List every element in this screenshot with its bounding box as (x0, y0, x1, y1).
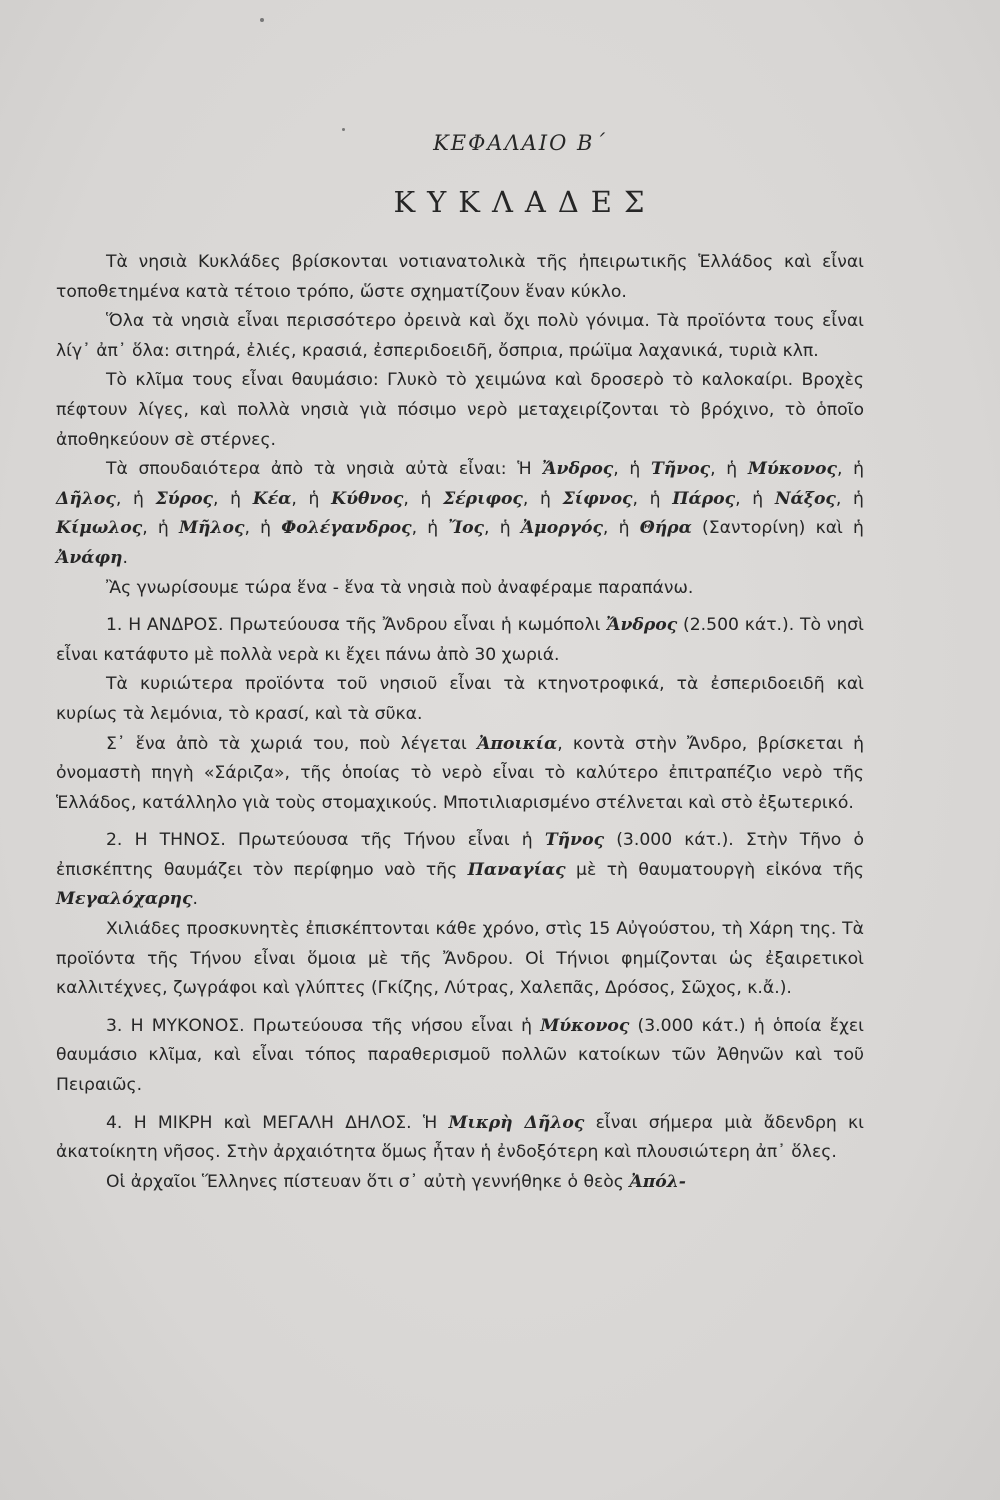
paragraph: Τὰ νησιὰ Κυκλάδες βρίσκονται νοτιανατολικὰ τῆς ἠπειρωτικῆς Ἑλλάδος καὶ εἶναι τοποθετημένα κατὰ τέτοιο τρόπο, ὥστε σχηματίζουν ἕναν κύκλο. (56, 252, 864, 302)
emphasized-name: Μεγαλόχαρης (56, 889, 193, 910)
page-title: ΚΥΚΛΑΔΕΣ (393, 185, 657, 219)
body-text (56, 248, 864, 1197)
emphasized-name: Σύρος (155, 488, 213, 509)
paragraph: Ὅλα τὰ νησιὰ εἶναι περισσότερο ὀρεινὰ καὶ ὄχι πολὺ γόνιμα. Τὰ προϊόντα τους εἶναι λίγ᾽ ἀπ᾽ ὅλα: σιτηρά, ἐλιές, κρασιά, ἐσπεριδοειδῆ, ὄσπρια, πρώϊμα λαχανικά, τυριὰ κλπ. (56, 311, 864, 361)
emphasized-name: Φολέγανδρος (281, 518, 412, 539)
emphasized-name: Μύκονος (540, 1015, 630, 1036)
emphasized-name: Σέριφος (443, 488, 523, 509)
emphasized-name: Ἀπόλ- (629, 1171, 686, 1192)
emphasized-name: Μύκονος (747, 459, 837, 480)
paragraph: 1. Η ΑΝΔΡΟΣ. Πρωτεύουσα τῆς Ἄνδρου εἶναι ἡ κωμόπολι Ἄνδρος (2.500 κάτ.). Τὸ νησὶ εἶναι κατάφυτο μὲ πολλὰ νερὰ κι ἔχει πάνω ἀπὸ 30 χωριά. (56, 615, 864, 665)
emphasized-name: Σίφνος (562, 488, 633, 509)
emphasized-name: Θήρα (639, 518, 692, 539)
emphasized-name: Μικρὴ Δῆλος (448, 1112, 585, 1133)
paragraph: Τὰ κυριώτερα προϊόντα τοῦ νησιοῦ εἶναι τὰ κτηνοτροφικά, τὰ ἐσπεριδοειδῆ καὶ κυρίως τὰ λεμόνια, τὸ κρασί, καὶ τὰ σῦκα. (56, 674, 864, 724)
emphasized-name: Μῆλος (178, 518, 245, 539)
emphasized-name: Ἴος (448, 518, 485, 539)
paragraph: Χιλιάδες προσκυνητὲς ἐπισκέπτονται κάθε χρόνο, στὶς 15 Αὐγούστου, τὴ Χάρη της. Τὰ προϊόντα τῆς Τήνου εἶναι ὅμοια μὲ τῆς Ἄνδρου. Οἱ Τήνιοι φημίζονται ὡς ἐξαιρετικοὶ καλλιτέχνες, ζωγράφοι καὶ γλύπτες (Γκίζης, Λύτρας, Χαλεπᾶς, Δρόσος, Σῶχος, κ.ἄ.). (56, 919, 864, 999)
emphasized-name: Τῆνος (650, 459, 711, 480)
emphasized-name: Δῆλος (56, 488, 116, 509)
emphasized-name: Ἀνάφη (56, 547, 123, 568)
emphasized-name: Τῆνος (544, 830, 605, 851)
speck (260, 18, 264, 22)
emphasized-name: Κύθνος (331, 488, 404, 509)
emphasized-name: Ἄνδρος (606, 615, 678, 636)
emphasized-name: Πάρος (672, 488, 736, 509)
paragraph: Τὸ κλῖμα τους εἶναι θαυμάσιο: Γλυκὸ τὸ χειμώνα καὶ δροσερὸ τὸ καλοκαίρι. Βροχὲς πέφτουν λίγες, καὶ πολλὰ νησιὰ γιὰ πόσιμο νερὸ μεταχειρίζονται τὸ βρόχινο, τὸ ὁποῖο ἀποθηκεύουν σὲ στέρνες. (56, 370, 864, 450)
emphasized-name: Κίμωλος (56, 518, 143, 539)
emphasized-name: Ἀμοργός (520, 518, 603, 539)
paragraph: Οἱ ἀρχαῖοι Ἕλληνες πίστευαν ὅτι σ᾽ αὐτὴ γεννήθηκε ὁ θεὸς Ἀπόλ- (106, 1171, 686, 1192)
paragraph: Σ᾽ ἕνα ἀπὸ τὰ χωριά του, ποὺ λέγεται Ἀποικία, κοντὰ στὴν Ἄνδρο, βρίσκεται ἡ ὀνομαστὴ πηγὴ «Σάριζα», τῆς ὁποίας τὸ νερὸ εἶναι τὸ καλύτερο ἐπιτραπέζιο νερὸ τῆς Ἑλλάδος, κατάλληλο γιὰ τοὺς στομαχικούς. Μποτιλιαρισμένο στέλνεται καὶ στὸ ἐξωτερικό. (56, 733, 864, 813)
emphasized-name: Κέα (252, 488, 292, 509)
emphasized-name: Νάξος (774, 488, 836, 509)
paragraph: 3. Η ΜΥΚΟΝΟΣ. Πρωτεύουσα τῆς νήσου εἶναι ἡ Μύκονος (3.000 κάτ.) ἡ ὁποία ἔχει θαυμάσιο κλῖμα, καὶ εἶναι τόπος παραθερισμοῦ πολλῶν κατοίκων τῶν Ἀθηνῶν καὶ τοῦ Πειραιῶς. (56, 1015, 864, 1096)
paragraph: 4. Η ΜΙΚΡΗ καὶ ΜΕΓΑΛΗ ΔΗΛΟΣ. Ἡ Μικρὴ Δῆλος εἶναι σήμερα μιὰ ἄδενδρη κι ἀκατοίκητη νῆσος. Στὴν ἀρχαιότητα ὅμως ἦταν ἡ ἐνδοξότερη καὶ πλουσιώτερη ἀπ᾽ ὅλες. (56, 1112, 864, 1163)
emphasized-name: Ἀποικία (477, 733, 558, 754)
paragraph: Ἂς γνωρίσουμε τώρα ἕνα - ἕνα τὰ νησιὰ ποὺ ἀναφέραμε παραπάνω. (106, 577, 694, 598)
paragraph: 2. Η ΤΗΝΟΣ. Πρωτεύουσα τῆς Τήνου εἶναι ἡ Τῆνος (3.000 κάτ.). Στὴν Τῆνο ὁ ἐπισκέπτης θαυμάζει τὸν περίφημο ναὸ τῆς Παναγίας μὲ τὴ θαυματουργὴ εἰκόνα τῆς Μεγαλόχαρης. (56, 830, 864, 910)
paragraph: Τὰ σπουδαιότερα ἀπὸ τὰ νησιὰ αὐτὰ εἶναι: Ἡ Ἄνδρος, ἡ Τῆνος, ἡ Μύκονος, ἡ Δῆλος, ἡ Σύρος, ἡ Κέα, ἡ Κύθνος, ἡ Σέριφος, ἡ Σίφνος, ἡ Πάρος, ἡ Νάξος, ἡ Κίμωλος, ἡ Μῆλος, ἡ Φολέγανδρος, ἡ Ἴος, ἡ Ἀμοργός, ἡ Θήρα (Σαντορίνη) καὶ ἡ Ἀνάφη. (56, 459, 864, 568)
emphasized-name: Ἄνδρος (542, 459, 614, 480)
emphasized-name: Παναγίας (467, 859, 566, 880)
chapter-heading: ΚΕΦΑΛΑΙΟ Β΄ (433, 131, 607, 155)
